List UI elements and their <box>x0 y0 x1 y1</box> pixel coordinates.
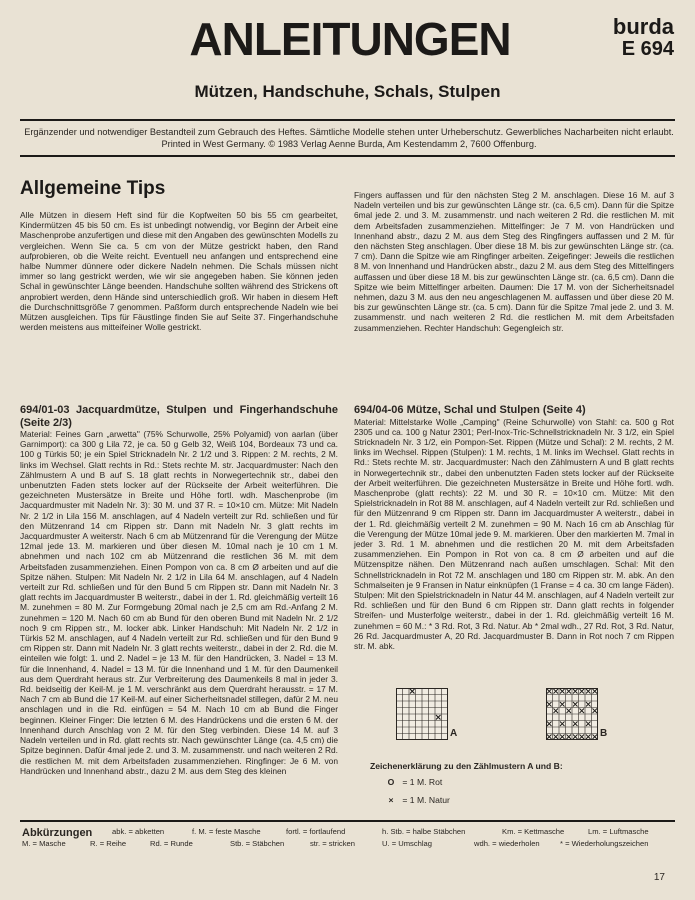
abbr-item: f. M. = feste Masche <box>192 827 261 836</box>
section-heading-general: Allgemeine Tips <box>20 178 166 199</box>
abbreviations-label: Abkürzungen <box>22 827 93 839</box>
divider-notice <box>20 155 675 157</box>
page-subtitle: Mützen, Handschuhe, Schals, Stulpen <box>194 82 501 101</box>
legend-text-natural: = 1 M. Natur <box>402 795 450 805</box>
legend-title: Zeichenerklärung zu den Zählmustern A und B: <box>370 761 563 771</box>
abbr-item: wdh. = wiederholen <box>474 839 540 848</box>
copyright-notice: Ergänzender und notwendiger Bestandteil zum Gebrauch des Heftes. Sämtliche Modelle stehen unter Urheberschutz. Gewerbliches Nacharbeiten nicht erlaubt. Printed in West Germany. © 1983 Verlag Aenne Burda, Am Kestendamm 2, 7600 Offenburg. <box>24 127 674 149</box>
chart-a-label: A <box>450 728 458 739</box>
abbr-item: fortl. = fortlaufend <box>286 827 346 836</box>
page-number: 17 <box>653 872 665 883</box>
section-1-text: Material: Feines Garn „arwetta" (75% Schurwolle, 25% Polyamid) von aarlan (über Garnimport): ca 300 g Lila 72, je ca. 50 g Gelb 32, Weiß 104, Bordeaux 73 und ca. 100 g Türkis 50; je ein Spiel Stricknadeln Nr. 2 1/2 und 3. Rippen: 2 M. rechts, 2 M. links im Wechsel. Glatt rechts in Rd.: Stets rechte M. str. Jacquardmuster: Nach den Zählmustern A und B auf S. 18 glatt rechts in Norwegertechnik str., dabei den unbenutzten Faden stets locker auf der Rückseite der Arbeit weiterführen. Die gezeichneten Mustersätze in Breite und Höhe fortl. wdh. Maschenprobe (im Jacquardmuster mit Nadeln Nr. 3): 30 M. und 37 R. = 10×10 cm. Mütze: Mit Nadeln Nr. 2 1/2 in Lila 156 M. anschlagen, auf 4 Nadeln verteilt zur Rd. schließen und für den Mützenrand 14 cm Rippen str. Dann mit Nadeln Nr. 3 glatt rechts im Jacquardmuster A weiterstr. Nach 6 cm ab Mützenrand für die Verengung der Mütze 12mal jede 13. M. markieren und über diesen M. 10mal nach je 10 cm 1 M. abnehmen und nach 102 cm ab Mützenrand die restlichen 36 M. mit dem Arbeitsfaden zusammenziehen. Einen Pompon von ca. 8 cm Ø arbeiten und auf die Spitze nähen. Stulpen: Mit Nadeln Nr. 2 1/2 in Lila 64 M. anschlagen, auf 4 Nadeln verteilt zur Rd. schließen und für den Bund 5 cm Rippen str. Dann mit Nadeln Nr. 3 glatt rechts im Jacquardmuster B weiterstr., dabei in der 1. Rd. gleichmäßig verteilt 16 M. zunehmen = 80 M. Zur Formgebung 20mal nach je 2,5 cm am Rd.-Anfang 2 M. zunehmen = 120 M. Nach 60 cm ab Bund für den oberen Bund mit Nadeln Nr. 2 1/2 noch 9 cm Rippen str., M. locker abk. Linker Handschuh: Mit Nadeln Nr. 2 1/2 in Türkis 52 M. anschlagen, auf 4 Nadeln verteilt zur Rd. schließen und für den Bund 9 cm Rippen str. Dann mit Nadeln Nr. 3 glatt rechts weiterstr., dabei in der 2. Rd. die M. einteilen wie folgt: 1. und 2. Nadel = je 13 M. für den Handrücken, 3. Nadel = 13 M. für die Innenhand, 4. Nadel = 13 M. für die Innenhand und 1 M. für den Daumenkeil aus dem Querdraht heraus str. Zur Verbreiterung des Daumenkeils 8 mal in jeder 3. Rd. beidseitig der Keil-M. je 1 M. verschränkt aus dem Querdraht herausstr. = 17 M. Nach 7 cm ab Bund die 17 Keil-M. auf einer Sicherheitsnadel stillegen, dafür 2 M. neu anschlagen und in die Rd. einfügen = 54 M. Nach 10 cm ab Bund die Finger beginnen. Kleiner Finger: Die letzten 6 M. des Handrückens und die ersten 6 M. der Innenhand durch Anschlag von 2 M. für den Steg verbinden. Diese 14 M. auf 3 Nadeln verteilen und in Rd. glatt rechts str. Nach gewünschter Länge (ca. 4,5 cm) die Spitze beginnen. Dafür 4mal jede 2. und 3. M. zusammenstr. und nach weiteren 2 Rd. die restlichen M. mit dem Arbeitsfaden zusammenziehen. Ringfinger: Je 6 M. von Handrücken und Innenhand abstr., dazu 2 M. aus dem Steg des kleinen <box>20 429 338 776</box>
abbr-item: R. = Reihe <box>90 839 127 848</box>
chart-b-label: B <box>600 728 608 739</box>
brand-name: burda <box>612 14 674 39</box>
divider-top <box>20 119 675 121</box>
legend-text-red: = 1 M. Rot <box>402 777 443 787</box>
section-1-heading: 694/01-03 Jacquardmütze, Stulpen und Fingerhandschuhe (Seite 2/3) <box>20 404 338 429</box>
section-1-continued-text: Fingers auffassen und für den nächsten Steg 2 M. anschlagen. Diese 16 M. auf 3 Nadeln verteilen und bis zur gewünschten Länge str. (ca. 6,5 cm). Dann für die Spitze 6mal jede 2. und 3. M. zusammenstr. und nach weiteren 2 Rd. die restlichen M. mit dem Arbeitsfaden zusammenziehen. Mittelfinger: Je 7 M. von Handrücken und Innenhand abstr., dazu 2 M. aus dem Steg des Ringfingers auffassen und 2 M. für den nächsten Steg anschlagen. Über diese 18 M. bis zur gewünschten Länge str. (ca. 7 cm). Dann die Spitze wie am Ringfinger arbeiten. Zeigefinger: Jeweils die restlichen 8 M. von Innenhand und Handrücken abstr., dazu 2 M. aus dem Steg des Mittelfingers auffassen und über diese 18 M. bis zur gewünschten Länge str. (ca. 6,5 cm). Dann die Spitze wie beim Mittelfinger arbeiten. Daumen: Die 17 M. von der Sicherheitsnadel nehmen, dazu 3 M. aus den neu angeschlagenen M. auffassen und über diese 20 M. bis zur gewünschten Länge str. (ca. 5 cm). Dann für die Spitze 7mal jede 2. und 3. M. zusammenstr. und nach weiteren 2 Rd. die restlichen M. mit dem Arbeitsfaden zusammenziehen. Rechter Handschuh: Gegengleich str. <box>354 190 674 333</box>
divider-bottom <box>20 820 675 822</box>
page-title: ANLEITUNGEN <box>189 13 511 65</box>
section-2-heading: 694/04-06 Mütze, Schal und Stulpen (Seite 4) <box>354 404 586 416</box>
abbr-item: M. = Masche <box>22 839 66 848</box>
abbr-item: Lm. = Luftmasche <box>588 827 649 836</box>
legend-symbol-natural: × <box>388 795 394 805</box>
legend-symbol-red: O <box>387 777 395 787</box>
general-tips-paragraph: Alle Mützen in diesem Heft sind für die Kopfweiten 50 bis 55 cm gearbeitet, Kindermützen 45 bis 50 cm. Es ist unbedingt notwendig, vor Beginn der Arbeit eine Maschenprobe anzufertigen und diese mit den Angaben des gewünschten Modells zu vergleichen. Wenn Sie ca. 5 cm von der Mütze gestrickt haben, den Rand aufprobieren, ob die Weite reicht. Eventuell neu anfangen und entsprechend eine halbe Nummer dünnere oder dickere Nadeln nehmen. Die Schals müssen nicht immer so lang gestrickt werden, wie wir sie angegeben haben. Sie können jeden Schal in gewünschter Länge beenden. Handschuhe sollten während des Strickens oft anprobiert werden, denn Hände sind unterschiedlich groß. Wir haben in diesem Heft die Durchschnittsgröße 7 genommen. Paßform durch entsprechende Nadeln wie bei Mützen ausgleichen. Tips für Fäustlinge finden Sie auf Seite 37. Fingerhandschuhe werden meistens aus mitteifeiner Wolle gestrickt. <box>20 210 338 333</box>
abbr-item: Rd. = Runde <box>150 839 193 848</box>
abbreviations-box <box>20 824 675 858</box>
chart-b <box>546 688 608 740</box>
chart-a <box>396 688 458 740</box>
brand-block <box>578 16 674 60</box>
issue-code: E 694 <box>621 38 674 60</box>
counting-pattern-a <box>396 688 448 740</box>
abbr-item: U. = Umschlag <box>382 839 433 848</box>
abbr-item: * = Wiederholungszeichen <box>560 839 649 848</box>
abbr-item: abk. = abketten <box>112 827 165 836</box>
chart-legend <box>370 760 670 806</box>
section-2-text: Material: Mittelstarke Wolle „Camping" (Reine Schurwolle) von Stahl: ca. 500 g Rot 2305 und ca. 100 g Natur 2301; Perl-Inox-Tric-Schnellstricknadeln Nr. 3 1/2, ein Spiel Stricknadeln Nr. 3 1/2, ein Pompon-Set. Rippen (Mütze und Schal): 2 M. rechts, 2 M. links im Wechsel. Rippen (Stulpen): 1 M. rechts, 1 M. links im Wechsel. Glatt rechts in Rd.: Stets rechte M. str. Jacquardmuster: Nach den Zählmustern A und B glatt rechts in Norwegertechnik str., dabei den unbenutzten Faden stets locker auf der Rückseite der Arbeit weiterführen. Die gezeichneten Mustersätze in Breite und Höhe fortl. wdh. Maschenprobe (glatt rechts): 22 M. und 30 R. = 10×10 cm. Mütze: Mit den Spielstricknadeln in Rot 88 M. anschlagen, auf 4 Nadeln verteilt zur Rd. schließen und für den Mützenrand 9 cm Rippen str. Dann im Jacquardmuster A weiterstr., dabei in der 1. Rd. gleichmäßig verteilt 2 M. zunehmen = 90 M. Nach 16 cm ab Anschlag für die Verengung der Mütze 10mal jede 9. M. markieren. Über den markierten M. 7mal in jeder 3. Rd. 1 M. abnehmen und die restlichen 20 M. mit dem Arbeitsfaden zusammenziehen. Ein Pompon in Rot von ca. 8 cm Ø arbeiten und auf die Mützenspitze nähen. Den Mützenrand nach außen umschlagen. Schal: Mit den Schnellstricknadeln in Rot 72 M. anschlagen und 180 cm Rippen str. M. abk. An den Schmalseiten je 9 Fransen in Natur einknüpfen (1 Franse = 4 ca. 30 cm lange Fäden). Stulpen: Mit den Spielstricknadeln in Natur 44 M. anschlagen, auf 4 Nadeln verteilt zur Rd. schließen und für den Bund 6 cm Rippen str. Dann glatt rechts in folgender Streifen- und Musterfolge weiterstr., dabei in der 1. Rd. gleichmäßig verteilt 16 M. zunehmen = 60 M.: * 3 Rd. Rot, 3 Rd. Natur. Ab * 2mal wdh., 27 Rd. Rot, 3 Rd. Natur, 26 Rd. Jacquardmuster A, 20 Rd. Jacquardmuster B. Dann in Rot noch 7 cm Rippen str. M. abk. <box>354 416 674 651</box>
section-1 <box>20 404 338 776</box>
section-1-continued <box>354 190 674 333</box>
general-tips-text <box>20 210 338 332</box>
abbr-item: Stb. = Stäbchen <box>230 839 285 848</box>
legend-item-natural <box>382 794 670 806</box>
abbr-item: h. Stb. = halbe Stäbchen <box>382 827 466 836</box>
abbr-item: Km. = Kettmasche <box>502 827 565 836</box>
section-2 <box>354 404 674 651</box>
legend-item-red <box>382 776 670 788</box>
counting-pattern-b <box>546 688 598 740</box>
abbr-item: str. = stricken <box>310 839 355 848</box>
